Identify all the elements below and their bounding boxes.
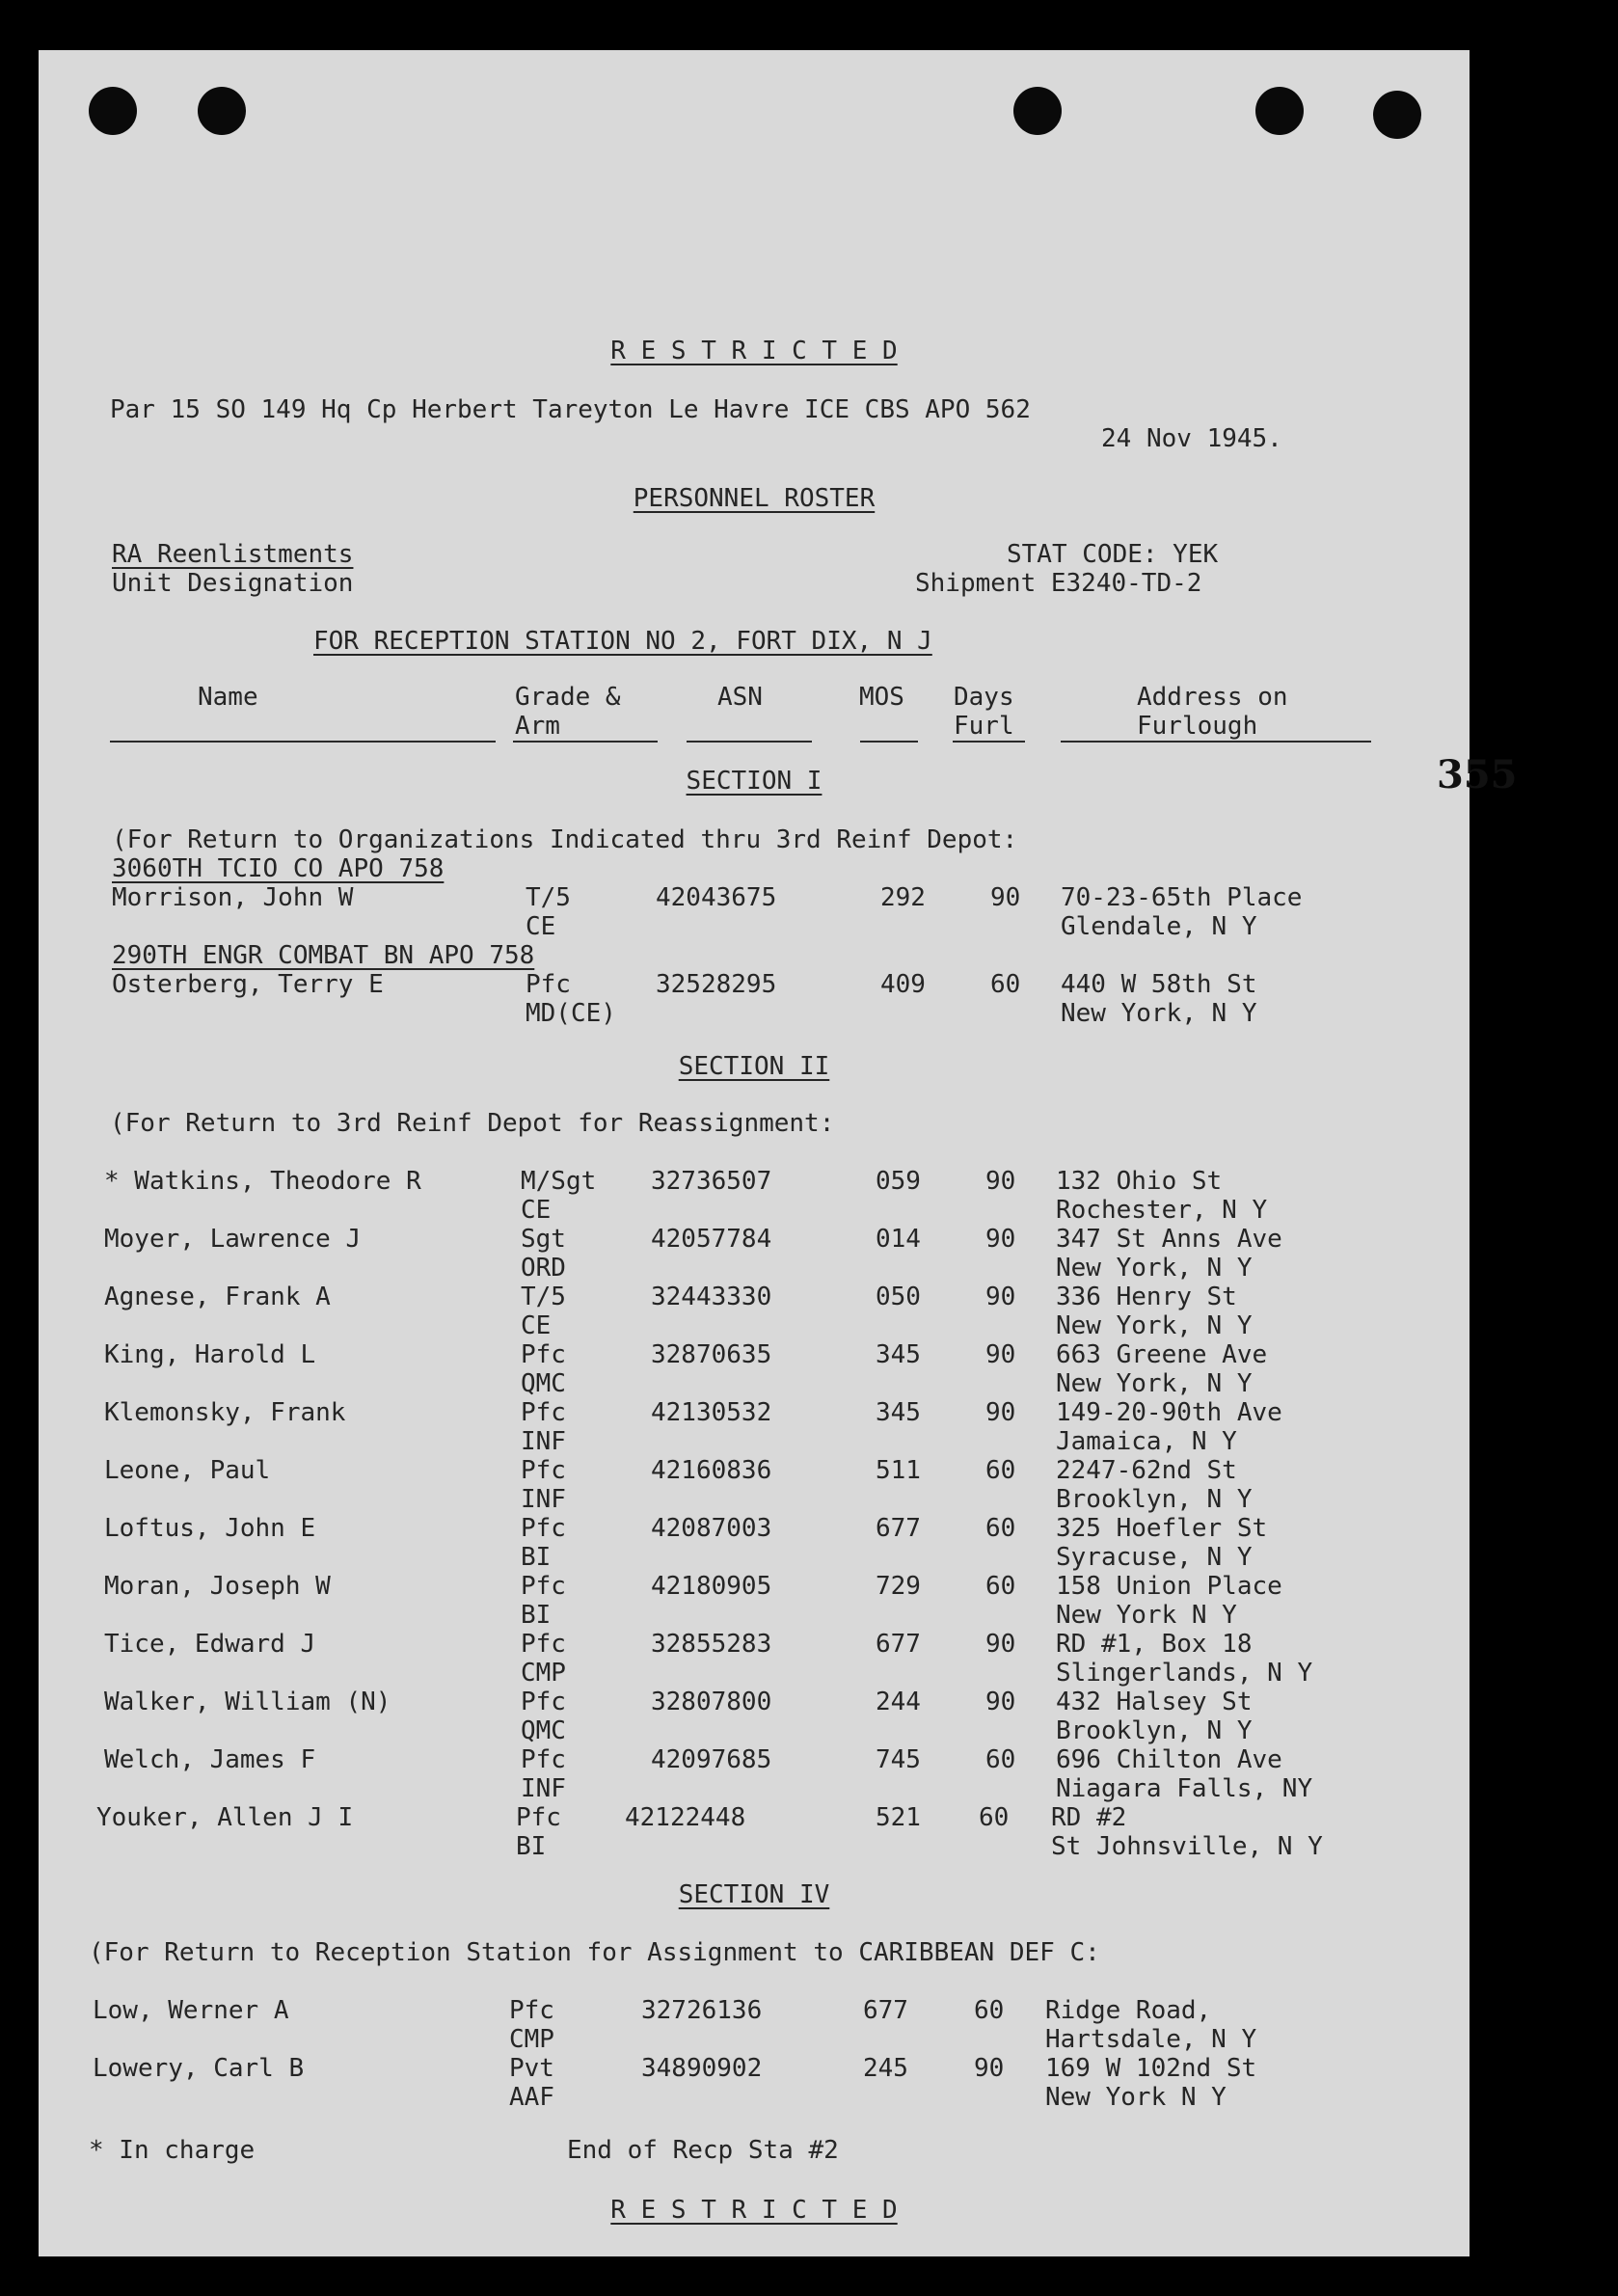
column-header-address: Address on [1137,683,1288,712]
cell-asn: 34890902 [641,2054,763,2083]
cell-mos: 345 [876,1340,921,1369]
table-row [39,1398,1470,1456]
cell-days: 90 [985,1398,1016,1427]
column-header-arm: Arm [515,712,560,741]
cell-address-line2: New York, N Y [1061,999,1257,1028]
cell-days: 60 [974,1996,1005,2025]
cell-days: 60 [985,1572,1016,1601]
cell-name: Welch, James F [104,1745,316,1774]
cell-days: 90 [974,2054,1005,2083]
cell-address-line2: Syracuse, N Y [1056,1543,1253,1572]
end-note: End of Recp Sta #2 [567,2136,839,2165]
cell-grade: Pfc [521,1340,566,1369]
cell-name: Loftus, John E [104,1514,316,1543]
cell-address-line2: Glendale, N Y [1061,912,1257,941]
punch-hole [198,87,246,135]
cell-asn: 42043675 [656,883,777,912]
cell-address-line1: 663 Greene Ave [1056,1340,1268,1369]
cell-arm: CE [521,1311,552,1340]
cell-days: 90 [985,1340,1016,1369]
page-number-stamp: 355 [1437,752,1518,797]
cell-asn: 32855283 [651,1630,772,1659]
table-row [39,1996,1470,2054]
cell-address-line1: 158 Union Place [1056,1572,1282,1601]
cell-asn: 42160836 [651,1456,772,1485]
cell-grade: Pfc [516,1803,561,1832]
cell-grade: Pfc [526,970,571,999]
table-row [39,1745,1470,1803]
column-header-mos: MOS [859,683,904,712]
cell-arm: CE [521,1196,552,1225]
cell-mos: 521 [876,1803,921,1832]
section-title: SECTION IV [678,1880,830,1909]
stat-code: STAT CODE: YEK [1007,540,1219,569]
table-row [39,2054,1470,2112]
cell-mos: 677 [863,1996,908,2025]
column-rule [513,741,658,743]
cell-asn: 32726136 [641,1996,763,2025]
table-row [39,1167,1470,1225]
cell-name: Osterberg, Terry E [112,970,384,999]
roster-title: PERSONNEL ROSTER [633,484,876,513]
table-row [39,1630,1470,1688]
column-header-furl: Furl [954,712,1014,741]
cell-grade: Pfc [521,1514,566,1543]
cell-grade: Pfc [521,1688,566,1716]
section-title: SECTION II [678,1052,830,1081]
column-header-name: Name [198,683,258,712]
punch-hole [89,87,137,135]
cell-address-line1: 70-23-65th Place [1061,883,1303,912]
cell-mos: 409 [880,970,926,999]
cell-address-line1: 169 W 102nd St [1045,2054,1257,2083]
cell-address-line2: Jamaica, N Y [1056,1427,1237,1456]
cell-grade: T/5 [521,1283,566,1311]
cell-grade: Pfc [521,1745,566,1774]
cell-name: Leone, Paul [104,1456,271,1485]
cell-address-line1: RD #1, Box 18 [1056,1630,1253,1659]
cell-grade: M/Sgt [521,1167,597,1196]
cell-asn: 32807800 [651,1688,772,1716]
column-rule [110,741,496,743]
cell-asn: 42057784 [651,1225,772,1254]
cell-days: 60 [985,1745,1016,1774]
cell-address-line1: 336 Henry St [1056,1283,1237,1311]
cell-address-line2: St Johnsville, N Y [1051,1832,1323,1861]
cell-asn: 42097685 [651,1745,772,1774]
cell-mos: 511 [876,1456,921,1485]
table-row [39,970,1470,1028]
cell-asn: 32443330 [651,1283,772,1311]
cell-grade: Sgt [521,1225,566,1254]
cell-arm: CMP [509,2025,554,2054]
table-row [39,883,1470,941]
section-title: SECTION I [686,767,822,796]
cell-address-line1: Ridge Road, [1045,1996,1212,2025]
cell-mos: 292 [880,883,926,912]
cell-address-line2: Brooklyn, N Y [1056,1485,1253,1514]
table-row [39,1514,1470,1572]
cell-address-line2: Slingerlands, N Y [1056,1659,1313,1688]
cell-name: Tice, Edward J [104,1630,316,1659]
cell-address-line1: RD #2 [1051,1803,1127,1832]
cell-address-line2: Niagara Falls, NY [1056,1774,1313,1803]
cell-days: 90 [985,1688,1016,1716]
cell-mos: 345 [876,1398,921,1427]
cell-days: 60 [979,1803,1010,1832]
cell-mos: 014 [876,1225,921,1254]
cell-arm: ORD [521,1254,566,1283]
cell-asn: 42180905 [651,1572,772,1601]
cell-mos: 245 [863,2054,908,2083]
cell-grade: Pfc [521,1630,566,1659]
punch-hole [1013,87,1062,135]
cell-asn: 42130532 [651,1398,772,1427]
cell-days: 60 [985,1514,1016,1543]
cell-mos: 729 [876,1572,921,1601]
punch-hole [1255,87,1304,135]
cell-name: Klemonsky, Frank [104,1398,346,1427]
cell-mos: 244 [876,1688,921,1716]
column-header-days: Days [954,683,1014,712]
unit-heading: 290TH ENGR COMBAT BN APO 758 [112,941,535,970]
cell-grade: Pfc [521,1456,566,1485]
cell-address-line2: Brooklyn, N Y [1056,1716,1253,1745]
cell-grade: Pvt [509,2054,554,2083]
column-header-asn: ASN [717,683,763,712]
column-header-grade: Grade & [515,683,621,712]
section-note: (For Return to Reception Station for Assignment to CARIBBEAN DEF C: [89,1938,1100,1967]
cell-arm: AAF [509,2083,554,2112]
cell-grade: T/5 [526,883,571,912]
cell-address-line1: 696 Chilton Ave [1056,1745,1282,1774]
cell-arm: BI [521,1601,552,1630]
document-page [39,50,1518,2256]
table-row [39,1688,1470,1745]
cell-arm: INF [521,1774,566,1803]
cell-grade: Pfc [509,1996,554,2025]
section-note: (For Return to Organizations Indicated thru 3rd Reinf Depot: [112,825,1018,854]
cell-name: Moyer, Lawrence J [104,1225,362,1254]
cell-address-line1: 149-20-90th Ave [1056,1398,1282,1427]
cell-asn: 32870635 [651,1340,772,1369]
cell-asn: 42087003 [651,1514,772,1543]
cell-days: 90 [990,883,1021,912]
cell-address-line1: 440 W 58th St [1061,970,1257,999]
cell-days: 90 [985,1225,1016,1254]
order-reference: Par 15 SO 149 Hq Cp Herbert Tareyton Le Havre ICE CBS APO 562 [110,395,1031,424]
cell-address-line1: 2247-62nd St [1056,1456,1237,1485]
unit-heading: 3060TH TCIO CO APO 758 [112,854,445,883]
column-rule [860,741,918,743]
column-rule [953,741,1025,743]
cell-address-line2: New York N Y [1056,1601,1237,1630]
cell-address-line1: 347 St Anns Ave [1056,1225,1282,1254]
cell-name: Agnese, Frank A [104,1283,331,1311]
column-rule [1061,741,1371,743]
cell-arm: QMC [521,1716,566,1745]
table-row [39,1283,1470,1340]
cell-name: Lowery, Carl B [93,2054,305,2083]
column-rule [687,741,812,743]
cell-name: * Watkins, Theodore R [104,1167,421,1196]
cell-arm: CMP [521,1659,566,1688]
cell-asn: 32736507 [651,1167,772,1196]
cell-address-line2: New York, N Y [1056,1311,1253,1340]
restricted-header: R E S T R I C T E D [610,337,898,365]
cell-address-line2: New York N Y [1045,2083,1227,2112]
cell-name: King, Harold L [104,1340,316,1369]
in-charge-note: * In charge [89,2136,256,2165]
cell-mos: 677 [876,1514,921,1543]
cell-address-line1: 325 Hoefler St [1056,1514,1268,1543]
cell-asn: 32528295 [656,970,777,999]
cell-address-line2: New York, N Y [1056,1369,1253,1398]
cell-grade: Pfc [521,1398,566,1427]
cell-mos: 050 [876,1283,921,1311]
table-row [39,1225,1470,1283]
column-header-furlough: Furlough [1137,712,1258,741]
cell-arm: MD(CE) [526,999,616,1028]
cell-name: Walker, William (N) [104,1688,391,1716]
destination-line: FOR RECEPTION STATION NO 2, FORT DIX, N J [313,627,932,656]
cell-name: Morrison, John W [112,883,354,912]
cell-address-line2: New York, N Y [1056,1254,1253,1283]
table-row [39,1340,1470,1398]
cell-arm: BI [516,1832,547,1861]
punch-hole [1373,91,1421,139]
cell-days: 90 [985,1283,1016,1311]
roster-category: RA Reenlistments [112,540,354,569]
cell-arm: QMC [521,1369,566,1398]
cell-address-line1: 132 Ohio St [1056,1167,1223,1196]
cell-days: 90 [985,1167,1016,1196]
cell-address-line2: Rochester, N Y [1056,1196,1268,1225]
section-note: (For Return to 3rd Reinf Depot for Reassignment: [110,1109,835,1138]
document-date: 24 Nov 1945. [1101,424,1282,453]
cell-arm: CE [526,912,556,941]
table-row [39,1456,1470,1514]
cell-name: Low, Werner A [93,1996,289,2025]
cell-name: Youker, Allen J I [96,1803,354,1832]
cell-asn: 42122448 [625,1803,746,1832]
cell-grade: Pfc [521,1572,566,1601]
cell-name: Moran, Joseph W [104,1572,331,1601]
cell-arm: BI [521,1543,552,1572]
cell-mos: 745 [876,1745,921,1774]
table-row [39,1572,1470,1630]
cell-address-line2: Hartsdale, N Y [1045,2025,1257,2054]
cell-mos: 677 [876,1630,921,1659]
cell-days: 60 [990,970,1021,999]
cell-arm: INF [521,1485,566,1514]
cell-days: 60 [985,1456,1016,1485]
unit-designation: Unit Designation [112,569,354,598]
table-row [39,1803,1470,1861]
cell-arm: INF [521,1427,566,1456]
shipment-number: Shipment E3240-TD-2 [915,569,1202,598]
cell-address-line1: 432 Halsey St [1056,1688,1253,1716]
cell-mos: 059 [876,1167,921,1196]
restricted-footer: R E S T R I C T E D [610,2196,898,2225]
cell-days: 90 [985,1630,1016,1659]
